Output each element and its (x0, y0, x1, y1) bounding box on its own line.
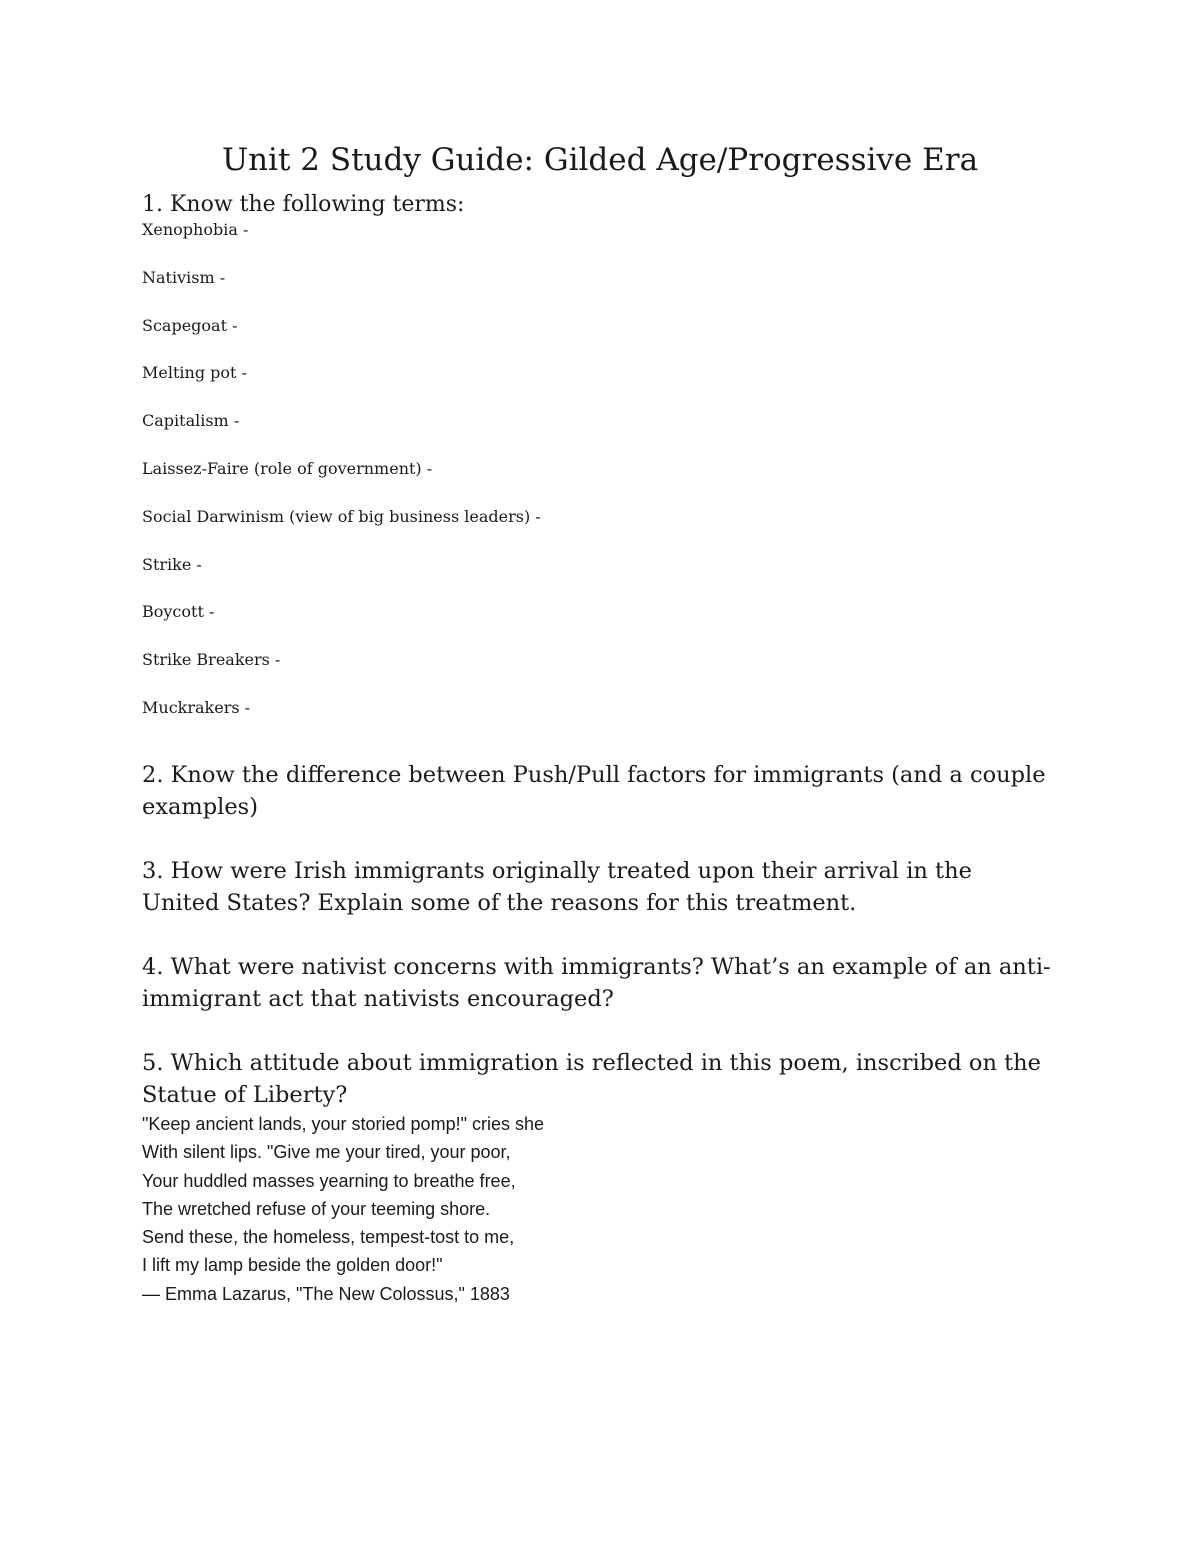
term-item: Nativism - (142, 267, 226, 287)
poem-line: I lift my lamp beside the golden door!" (142, 1255, 443, 1276)
poem-line: "Keep ancient lands, your storied pomp!" cries she (142, 1114, 544, 1134)
terms-section (142, 190, 1042, 746)
poem-attribution: — Emma Lazarus, "The New Colossus," 1883 (142, 1283, 510, 1304)
term-item: Melting pot - (142, 363, 247, 383)
term-item: Boycott - (142, 602, 215, 622)
poem-line: Your huddled masses yearning to breathe free, (142, 1170, 516, 1191)
term-item: Muckrakers - (142, 697, 251, 717)
terms-list (142, 220, 1042, 746)
question-2: 2. Know the difference between Push/Pull factors for immigrants (and a couple examples) (142, 762, 1046, 820)
question-5: 5. Which attitude about immigration is reflected in this poem, inscribed on the Statue of Liberty? (142, 1050, 1041, 1108)
term-item: Scapegoat - (142, 315, 238, 335)
page-title: Unit 2 Study Guide: Gilded Age/Progressive Era (221, 142, 979, 178)
poem-line: Send these, the homeless, tempest-tost to me, (142, 1227, 515, 1248)
poem-block (142, 1110, 942, 1308)
term-item: Social Darwinism (view of big business leaders) - (142, 506, 541, 526)
term-item: Strike - (142, 554, 202, 574)
term-item: Strike Breakers - (142, 650, 281, 670)
terms-heading: 1. Know the following terms: (142, 192, 465, 217)
poem-line: With silent lips. "Give me your tired, your poor, (142, 1142, 511, 1163)
poem-line: The wretched refuse of your teeming shore. (142, 1198, 491, 1219)
term-item: Xenophobia - (142, 220, 249, 239)
question-3: 3. How were Irish immigrants originally treated upon their arrival in the United States? Explain some of the reasons for this treatment. (142, 858, 972, 916)
term-item: Capitalism - (142, 411, 240, 431)
term-item: Laissez-Faire (role of government) - (142, 458, 433, 478)
question-4: 4. What were nativist concerns with immigrants? What’s an example of an anti-immigrant act that nativists encouraged? (142, 954, 1051, 1012)
